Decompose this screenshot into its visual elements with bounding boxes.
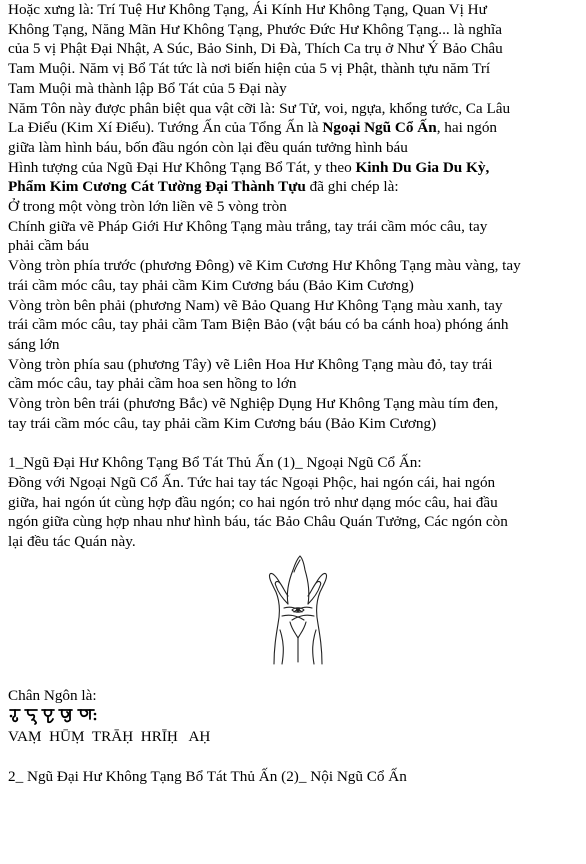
section-1-line-2: giữa, hai ngón út cùng hợp đầu ngón; co hai ngón trỏ như dạng móc câu, hai đầu	[8, 493, 498, 511]
section-1-line-1: Đồng với Ngoại Ngũ Cổ Ấn. Tức hai tay tác Ngoại Phộc, hai ngón cái, hai ngón	[8, 473, 496, 491]
intro-line-6: Năm Tôn này được phân biệt qua vật cỡi là: Sư Tử, voi, ngựa, khổng tước, Ca Lâu	[8, 99, 511, 117]
sutra-name-bold: Kinh Du Gia Du Kỳ,	[355, 158, 490, 176]
intro-line-7	[8, 118, 580, 138]
intro-line-1: Hoặc xưng là: Trí Tuệ Hư Không Tạng, Ái Kính Hư Không Tạng, Quan Vị Hư	[8, 1, 487, 18]
intro-line-9-start: Hình tượng của Ngũ Đại Hư Không Tạng Bổ Tát, y theo	[8, 158, 356, 176]
spacer	[8, 747, 580, 767]
intro-line-11: Ở trong một vòng tròn lớn liền vẽ 5 vòng tròn	[8, 198, 287, 216]
intro-line-17: trái cầm móc câu, tay phải cầm Tam Biện Bảo (vật báu có ba cánh hoa) phóng ánh	[8, 316, 509, 334]
mantra-transliteration: VAṂ HŪṂ TRĀḤ HRĪḤ AḤ	[8, 728, 211, 746]
intro-line-8: giữa làm hình báu, bốn đầu ngón còn lại đều quán tưởng hình báu	[8, 138, 408, 156]
intro-line-19: Vòng tròn phía sau (phương Tây) vẽ Liên Hoa Hư Không Tạng màu đỏ, tay trái	[8, 355, 493, 373]
intro-line-20: cầm móc câu, tay phải cầm hoa sen hồng to lớn	[8, 375, 297, 393]
spacer	[8, 433, 580, 453]
document-page	[8, 0, 580, 786]
intro-line-7-start: La Điểu (Kim Xí Điểu). Tướng Ấn của Tổng Ấn là	[8, 119, 323, 137]
section-2-heading: 2_ Ngũ Đại Hư Không Tạng Bổ Tát Thủ Ấn (2)_ Nội Ngũ Cổ Ấn	[8, 767, 407, 785]
intro-line-13: phải cầm báu	[8, 237, 89, 255]
intro-line-16: Vòng tròn bên phải (phương Nam) vẽ Bảo Quang Hư Không Tạng màu xanh, tay	[8, 296, 503, 314]
mudra-name-bold: Ngoại Ngũ Cổ Ấn	[322, 119, 437, 137]
section-1-line-3: ngón giữa cùng hợp nhau như hình báu, tác Bảo Châu Quán Tưởng, Các ngón còn	[8, 513, 508, 531]
chapter-name-bold: Phẩm Kim Cương Cát Tường Đại Thành Tựu	[8, 178, 306, 196]
section-1-heading: 1_Ngũ Đại Hư Không Tạng Bổ Tát Thủ Ấn (1)_ Ngoại Ngũ Cổ Ấn:	[8, 454, 422, 472]
intro-line-12: Chính giữa vẽ Pháp Giới Hư Không Tạng màu trắng, tay trái cầm móc câu, tay	[8, 217, 488, 235]
intro-line-2: Không Tạng, Năng Mãn Hư Không Tạng, Phước Đức Hư Không Tạng... là nghĩa	[8, 20, 502, 38]
siddham-script-line	[8, 705, 580, 727]
section-1-line-4: lại đều tác Quán này.	[8, 532, 136, 550]
intro-line-9	[8, 158, 580, 178]
intro-line-7-end: , hai ngón	[436, 119, 498, 137]
intro-line-10	[8, 177, 580, 197]
intro-line-21: Vòng tròn bên trái (phương Bắc) vẽ Nghiệp Dụng Hư Không Tạng màu tím đen,	[8, 395, 499, 413]
mantra-label: Chân Ngôn là:	[8, 686, 97, 704]
intro-line-15: trái cầm móc câu, tay phải cầm Kim Cương báu (Bảo Kim Cương)	[8, 276, 414, 294]
intro-line-3: của 5 vị Phật Đại Nhật, A Súc, Bảo Sinh, Di Đà, Thích Ca trụ ở Như Ý Bảo Châu	[8, 40, 503, 58]
intro-line-22: tay trái cầm móc câu, tay phải cầm Kim Cương báu (Bảo Kim Cương)	[8, 414, 437, 432]
intro-line-4: Tam Muội. Năm vị Bổ Tát tức là nơi biến hiện của 5 vị Phật, thành tựu năm Trí	[8, 60, 491, 78]
hand-mudra-icon	[258, 552, 338, 670]
mudra-illustration	[8, 552, 580, 686]
intro-line-5: Tam Muội mà thành lập Bổ Tát của 5 Đại này	[8, 79, 287, 97]
intro-line-10-end: đã ghi chép là:	[305, 178, 399, 196]
siddham-mantra-glyphs	[8, 707, 100, 725]
intro-line-18: sáng lớn	[8, 335, 60, 353]
intro-line-14: Vòng tròn phía trước (phương Đông) vẽ Kim Cương Hư Không Tạng màu vàng, tay	[8, 257, 521, 275]
